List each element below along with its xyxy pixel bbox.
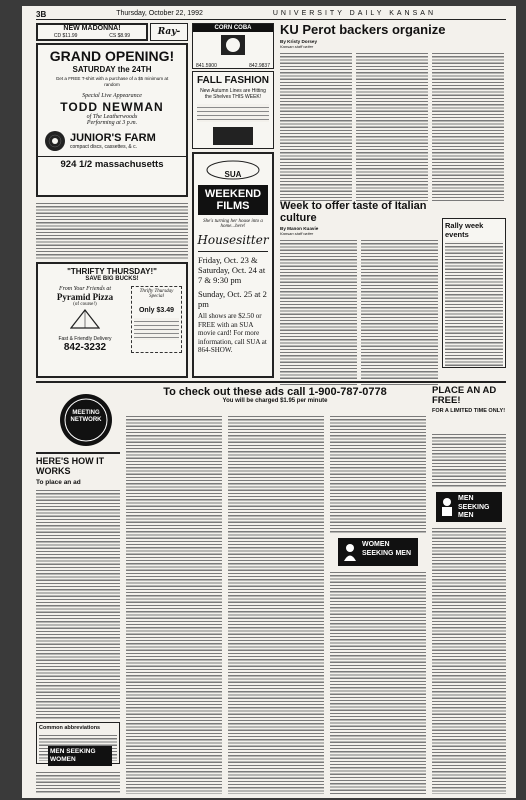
men-seeking-women-tag: MEN SEEKING WOMEN — [48, 746, 112, 766]
store-subtitle: compact discs, cassettes, & c. — [70, 144, 137, 150]
perot-headline: KU Perot backers organize — [280, 22, 446, 37]
newspaper-page — [22, 6, 516, 798]
grand-opening-ad — [36, 43, 188, 197]
store-address: 924 1/2 massachusetts — [38, 156, 186, 170]
place-ad-free-title: PLACE AN AD FREE! — [432, 385, 497, 406]
pyramid-phone: 842-3232 — [63, 342, 107, 353]
personals-column-1 — [126, 414, 222, 794]
fall-fashion-text: New Autumn Lines are Hitting the Shelves THIS WEEK! — [200, 88, 266, 100]
rally-title: Rally week events — [445, 221, 484, 239]
coupon-title: Thrifty Thursday Special — [139, 289, 174, 299]
woman-icon — [341, 542, 359, 562]
classified-text-block — [36, 201, 188, 259]
film-sunday: Sunday, Oct. 25 at 2 pm — [198, 289, 267, 309]
personals-banner-title: To check out these ads call 1-900-787-0778 — [163, 386, 387, 398]
personals-column-4b — [432, 526, 506, 794]
pyramid-pizza-name: Pyramid Pizza — [56, 292, 114, 302]
personals-column-3 — [330, 414, 426, 534]
place-ad-limited: FOR A LIMITED TIME ONLY! — [432, 408, 506, 414]
rally-week-box — [442, 218, 506, 368]
grand-opening-band: of The Leatherwoods — [86, 114, 138, 120]
personals-banner — [132, 386, 418, 410]
men-seeking-men-tag: MEN SEEKING MEN — [436, 492, 502, 522]
personals-column-4a — [432, 432, 506, 488]
italian-headline: Week to offer taste of Italian culture — [280, 200, 427, 224]
thrifty-thursday-ad — [36, 262, 188, 378]
madonna-headline: NEW MADONNA! — [63, 25, 121, 32]
sua-weekend-films-ad — [192, 152, 274, 378]
grand-opening-offer: Get a FREE T-shirt with a purchase of a $5 minimum at random — [55, 76, 169, 87]
abbreviations-title: Common abbreviations — [39, 725, 101, 731]
page-folio — [36, 10, 506, 20]
page-number: 3B — [36, 10, 47, 19]
place-ad-free — [432, 386, 506, 430]
italian-role: Kansan staff writer — [280, 231, 314, 236]
thrifty-delivery: Fast & Friendly Delivery — [58, 336, 112, 342]
corn-phone-2: 842.9837 — [249, 63, 270, 69]
store-name: JUNIOR'S FARM — [70, 132, 156, 144]
madonna-cd-price: CD $11.99 — [53, 33, 78, 39]
corn-coba-ad — [192, 23, 274, 69]
meeting-network-badge — [52, 392, 120, 448]
corn-coba-logo — [193, 32, 273, 58]
perot-byline: By Kristy Dorsey — [280, 39, 318, 44]
corn-coba-brand: CORN COBA — [193, 24, 273, 32]
grand-opening-title: GRAND OPENING! — [49, 48, 175, 64]
how-it-works-title: HERE'S HOW IT WORKS — [36, 452, 120, 476]
madonna-ad — [36, 23, 148, 41]
record-store-icon — [44, 129, 66, 153]
personals-column-3b — [330, 570, 426, 794]
masthead: UNIVERSITY DAILY KANSAN — [272, 10, 437, 17]
personals-column-2 — [228, 414, 324, 794]
thrifty-ofcourse: (of course!) — [73, 302, 97, 307]
fall-fashion-ad — [192, 71, 274, 149]
thrifty-from: From Your Friends at — [58, 286, 112, 292]
sua-org: SUA — [224, 170, 242, 179]
women-seeking-men-tag: WOMEN SEEKING MEN — [338, 538, 418, 566]
pyramid-icon — [70, 309, 100, 329]
weekend-films-title: WEEKEND FILMS — [204, 188, 262, 212]
madonna-cs-price: CS $8.99 — [109, 33, 131, 39]
film-price-info: All shows are $2.50 or FREE with an SUA movie card! For more information, call SUA at 864-SHOW. — [198, 312, 267, 354]
network-label: MEETING NETWORK — [70, 410, 102, 423]
film-title: Housesitter — [197, 233, 269, 247]
film-showtimes: Friday, Oct. 23 & Saturday, Oct. 24 at 7 & 9:30 pm — [198, 251, 268, 285]
personals-banner-sub: You will be charged $1.95 per minute — [222, 398, 328, 404]
how-it-works — [36, 452, 120, 752]
page-date: Thursday, October 22, 1992 — [116, 10, 203, 17]
corn-phone-1: 841.5900 — [196, 63, 217, 69]
grand-opening-time: Performing at 3 p.m. — [86, 120, 138, 126]
perot-article — [280, 23, 506, 198]
italian-culture-article — [280, 200, 438, 376]
perot-role: Kansan staff writer — [280, 44, 314, 49]
fall-fashion-title: FALL FASHION — [196, 75, 270, 86]
grand-opening-date: SATURDAY the 24TH — [72, 65, 152, 74]
rayban-logo: Ray- — [150, 23, 188, 41]
thrifty-title: "THRIFTY THURSDAY!" — [67, 267, 157, 276]
film-tagline: She's turning her house into a home...here! — [203, 219, 263, 229]
thrifty-sub: SAVE BIG BUCKS! — [85, 276, 139, 282]
grand-opening-note: Special Live Appearance — [82, 93, 142, 99]
fashion-logo-icon — [193, 124, 273, 149]
italian-byline: By Manon Kuavie — [280, 226, 319, 231]
coupon-price: Only $3.49 — [138, 307, 175, 314]
grand-opening-artist: TODD NEWMAN — [60, 100, 164, 114]
place-ad-title: To place an ad — [36, 479, 81, 486]
man-icon — [438, 496, 456, 518]
